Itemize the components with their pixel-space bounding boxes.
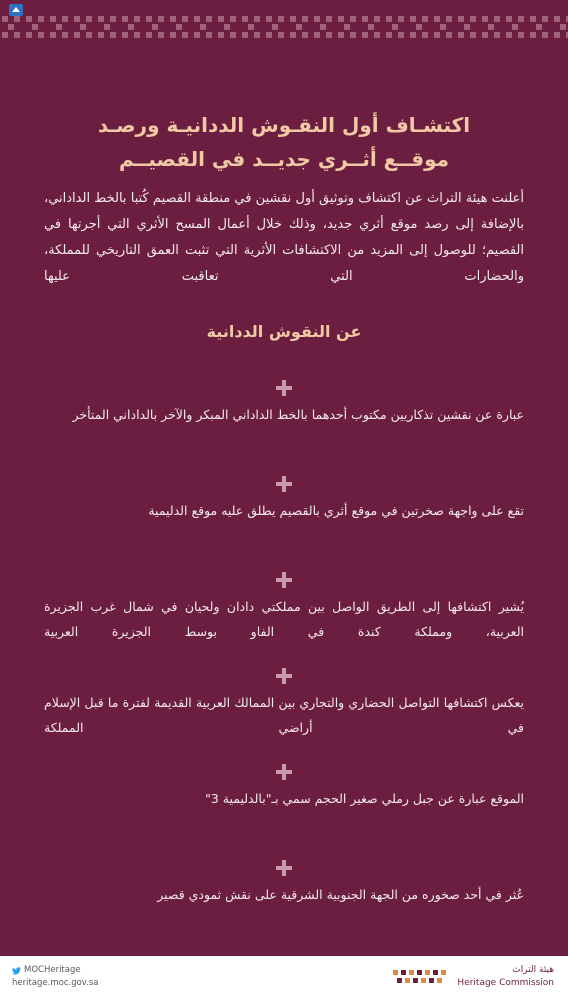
fact-item (44, 668, 524, 764)
org-name-arabic: هيئة التراث (512, 965, 554, 975)
fact-item (44, 476, 524, 572)
section-heading: عن النقوش الددانية (206, 322, 362, 341)
website-link[interactable]: heritage.moc.gov.sa (12, 978, 99, 988)
footer-bar (0, 956, 568, 1000)
fact-item (44, 860, 524, 956)
intro-paragraph: أعلنت هيئة التراث عن اكتشاف وتوثيق أول نقشين في منطقة القصيم كُتبا بالخط الداداني، بالإضافة إلى رصد موقع أثري جديد، وذلك خلال أعمال المسح الأثري التي أجرتها في القصيم؛ للوصول إلى المزيد من الاكتشافات الأثرية التي تثبت العمق التاريخي للمملكة، والحضارات التي تعاقبت عليها (44, 191, 524, 284)
org-name (457, 964, 554, 990)
fact-text: يُشير اكتشافها إلى الطريق الواصل بين مملكتي دادان ولحيان في شمال غرب الجزيرة العربية، ومملكة كندة في الفاو بوسط الجزيرة العربية (44, 599, 524, 639)
twitter-icon (12, 967, 21, 975)
page-title (40, 108, 528, 176)
social-links (12, 964, 99, 990)
fact-text: عُثر في أحد صخوره من الجهة الجنوبية الشرقية على نقش ثمودي قصير (157, 887, 524, 902)
fact-text: يعكس اكتشافها التواصل الحضاري والتجاري بين الممالك العربية القديمة لفترة ما قبل الإسلام في أراضي المملكة (44, 695, 524, 735)
plus-ornament-icon (276, 572, 292, 588)
fact-text: تقع على واجهة صخرتين في موقع أثري بالقصيم يطلق عليه موقع الدليمية (148, 503, 524, 518)
twitter-handle-link[interactable] (12, 964, 99, 977)
plus-ornament-icon (276, 380, 292, 396)
plus-ornament-icon (276, 476, 292, 492)
plus-ornament-icon (276, 668, 292, 684)
org-name-english: Heritage Commission (457, 978, 554, 988)
fact-text: الموقع عبارة عن جبل رملي صغير الحجم سمي بـ"بالدليمية 3" (205, 791, 524, 806)
heritage-logo-mark-icon (391, 966, 451, 988)
twitter-handle: MOCHeritage (24, 965, 81, 975)
plus-ornament-icon (276, 764, 292, 780)
fact-item (44, 572, 524, 668)
title-line-2: موقــع أثــري جديــد في القصيــم (118, 147, 450, 171)
decorative-pattern-band (0, 10, 568, 46)
fact-text: عبارة عن نقشين تذكاريين مكتوب أحدهما بالخط الداداني المبكر والآخر بالداداني المتأخر (72, 407, 524, 422)
fact-item (44, 380, 524, 476)
plus-ornament-icon (276, 860, 292, 876)
fact-item (44, 764, 524, 860)
heritage-commission-logo (391, 964, 554, 990)
title-line-1: اكتشـاف أول النقـوش الددانيـة ورصـد (97, 113, 471, 137)
facts-list (44, 380, 524, 956)
